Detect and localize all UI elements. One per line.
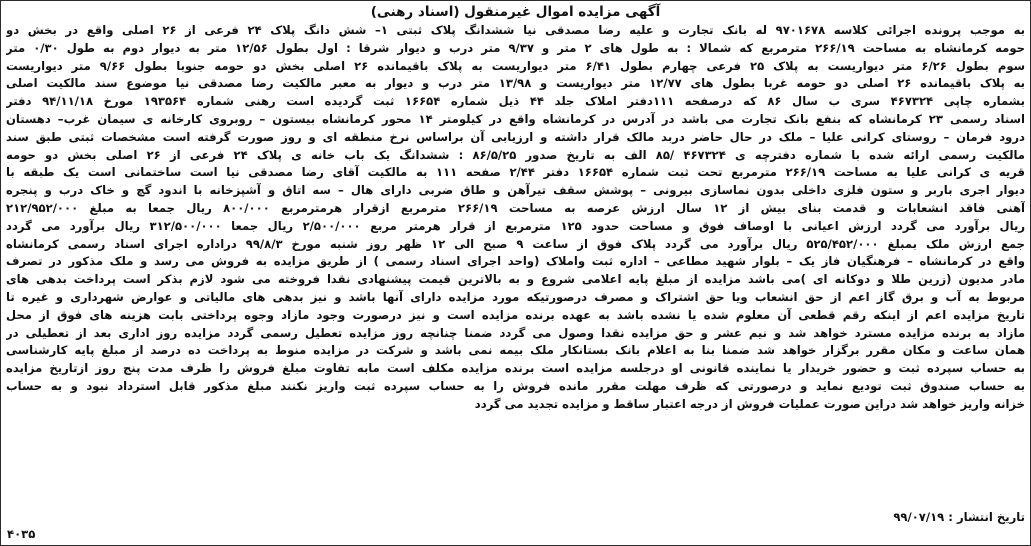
notice-line: همان ساعت و مکان مقرر برگزار خواهد شد ضمنا بنا به اعلام بانک بستانکار ملک بیمه نمی باشد و شرکت در مزایده منوط به پرداخت ده درصد از مبلغ پایه کارشناسی: [6, 343, 1025, 358]
notice-line: مادر مدیون (زرین طلا و دوکانه ای )می باشد مزایده از مبلغ پایه اعلامی شروع و به بالاترین قیمت پیشنهادی نقدا فروخته می شود لازم بذکر است پرداخت بدهی های: [6, 272, 1025, 287]
notice-line: به پلاک باقیمانده ۲۶ اصلی دو حومه غربا بطول های ۱۲/۷۷ متر دیواریست و ۱۳/۹۸ متر درب و دیوار به معبر مالکیت رضا مصدقی نیا موضوع سند مالکیت اصلی: [6, 76, 1025, 91]
notice-code: ۴۰۳۵: [7, 527, 36, 541]
publish-date: تاریخ انتشار : ۹۹/۰۷/۱۹: [893, 510, 1025, 524]
notice-line: به حساب صندوق ثبت تودیع نماید و درصورتی که ظرف مهلت مقرر مانده فروش را به حساب سپرده ثبت واریز نکنند مبلغ مذکور قابل استرداد نبود و به حساب: [6, 378, 1025, 393]
notice-line: اسناد رسمی ۲۳ کرمانشاه که بنفع بانک تجارت می باشد در آدرس در کرمانشاه واقع در کیلومتر ۱۴ محور کرمانشاه بیستون – روبروی کارخانه ی سیمان غرب– دهستان: [6, 111, 1025, 126]
notice-line: تاریخ مزایده اعم از اینکه رقم قطعی آن معلوم شده یا نشده باشد به عهده برنده مزایده است و نیز درصورت وجود مازاد وجوه پرداختی بابت هزینه های فوق از محل: [6, 307, 1025, 322]
notice-line: قریه ی کرانی علیا به مساحت ۲۶۶/۱۹ مترمربع تحت ثبت شماره ۱۶۶۵۴ دفتر ۲/۴۴ صفحه ۱۱۱ به مالکیت آقای رضا مصدقی نیا است ساختمانی است یک طبقه با: [6, 165, 1025, 180]
notice-line: مربوط به آب و برق گاز اعم از حق انشعاب ویا حق اشتراک و مصرف درصورتیکه مورد مزایده دارای آنها باشد و نیز بدهی های مالیاتی و عوارض شهرداری و غیره تا: [6, 289, 1025, 304]
notice-line: جمع ارزش ملک بمبلغ ۵۲۵/۴۵۲/۰۰۰ ریال برآورد می گردد پلاک فوق از ساعت ۹ صبح الی ۱۲ ظهر روز شنبه مورخ ۹۹/۸/۳ دراداره اجرای اسناد رسمی کرمانشاه: [6, 236, 1025, 251]
notice-line: به موجب پرونده اجرائی کلاسه ۹۷۰۱۶۷۸ له بانک تجارت و علیه رضا مصدقی نیا ششدانگ پلاک ثبتی ۱– شش دانگ پلاک ۲۴ فرعی از ۲۶ اصلی واقع در بخش دو: [6, 23, 1025, 37]
notice-line: ریال برآورد می گردد ارزش اعیانی با اوصاف فوق و مساحت حدود ۱۲۵ مترمربع از قرار هرمتر مربع ۲/۵۰۰/۰۰۰ ریال جمعا ۳۱۲/۵۰۰/۰۰۰ ریال برآورد می گردد: [6, 218, 1025, 233]
notice-body: [6, 22, 1025, 414]
notice-line: به حساب سپرده ثبت و حضور خریدار یا نماینده قانونی او درجلسه مزایده است برنده مزایده مکلف است مابه تفاوت مبلغ فروش را ظرف مدت پنج روز ازتاریخ مزایده: [6, 361, 1025, 376]
notice-line: آهنی فاقد انشعابات و قدمت بنای بیش از ۱۲ سال ارزش عرصه به مساحت ۲۶۶/۱۹ مترمربع ازقرار هرمترمربع ۸۰۰/۰۰۰ ریال جمعا به مبلغ ۲۱۲/۹۵۲/۰۰۰: [6, 200, 1025, 215]
notice-line: مالکیت رسمی ارائه شده با شماره دفترچه ی ۴۶۷۳۲۴ /۸۵ الف به تاریخ صدور ۸۶/۵/۲۵ : ششدانگ یک باب خانه ی پلاک ۲۴ فرعی از ۲۶ اصلی بخش دو حومه: [6, 147, 1025, 162]
notice-line: دیوار اجری باربر و ستون فلزی داخلی بدون نماسازی بیرونی – پوشش سقف تیرآهن و طاق ضربی دارای هال – سه اتاق و آشپزخانه با اندود گچ و خاک درب و پنجره: [6, 183, 1025, 198]
notice-line: درود فرمان – روستای کرانی علیا – ملک در حال حاضر دربد مالک قرار داشته و ارزیابی آن براساس نرخ منطقه ای و روز صورت گرفته است مشخصات ثبتی طبق سند: [6, 129, 1025, 144]
notice-line: سوم بطول ۶/۲۶ متر دیواریست به پلاک ۲۵ فرعی چهارم بطول ۶/۴۱ متر دیواریست به پلاک باقیمانده ۲۶ اصلی بخش دو حومه جنوبا بطول ۹/۶۶ متر دیواریست: [6, 58, 1025, 73]
notice-line: مازاد به برنده مزایده مسترد خواهد شد و نیم عشر و حق مزایده نقدا وصول می گردد ضمنا چنانچه روز مزایده تعطیل رسمی گردد مزایده روز اداری بعد از تعطیلی در: [6, 325, 1025, 340]
notice-line: خزانه واریز خواهد شد دراین صورت عملیات فروش از درجه اعتبار ساقط و مزایده تجدید می گردد: [474, 396, 1025, 411]
notice-line: بشماره چاپی ۴۶۷۳۲۴ سری ب سال ۸۶ که درصفحه ۱۱۱دفتر املاک جلد ۴۴ ذیل شماره ۱۶۶۵۴ ثبت گردیده است رهنی شماره ۱۹۳۵۶۴ مورخ ۹۴/۱۱/۱۸ دفتر: [6, 94, 1025, 109]
notice-line: حومه کرمانشاه به مساحت ۲۶۶/۱۹ مترمربع که شمالا : به طول های ۲ متر و ۹/۳۷ متر درب و دیوار شرقا : اول بطول ۱۲/۵۶ متر به دیوار دوم به طول ۰/۳۰ متر: [6, 40, 1025, 55]
notice-title: آگهی مزایده اموال غیرمنقول (اسناد رهنی): [370, 4, 661, 20]
notice-line: واقع در کرمانشاه – فرهنگیان فاز یک – بلوار شهید مطاعی – اداره ثبت واملاک (واحد اجرای اسناد رسمی ) از طریق مزایده به فروش می رسد و ملک مذکور در تصرف: [6, 254, 1025, 269]
